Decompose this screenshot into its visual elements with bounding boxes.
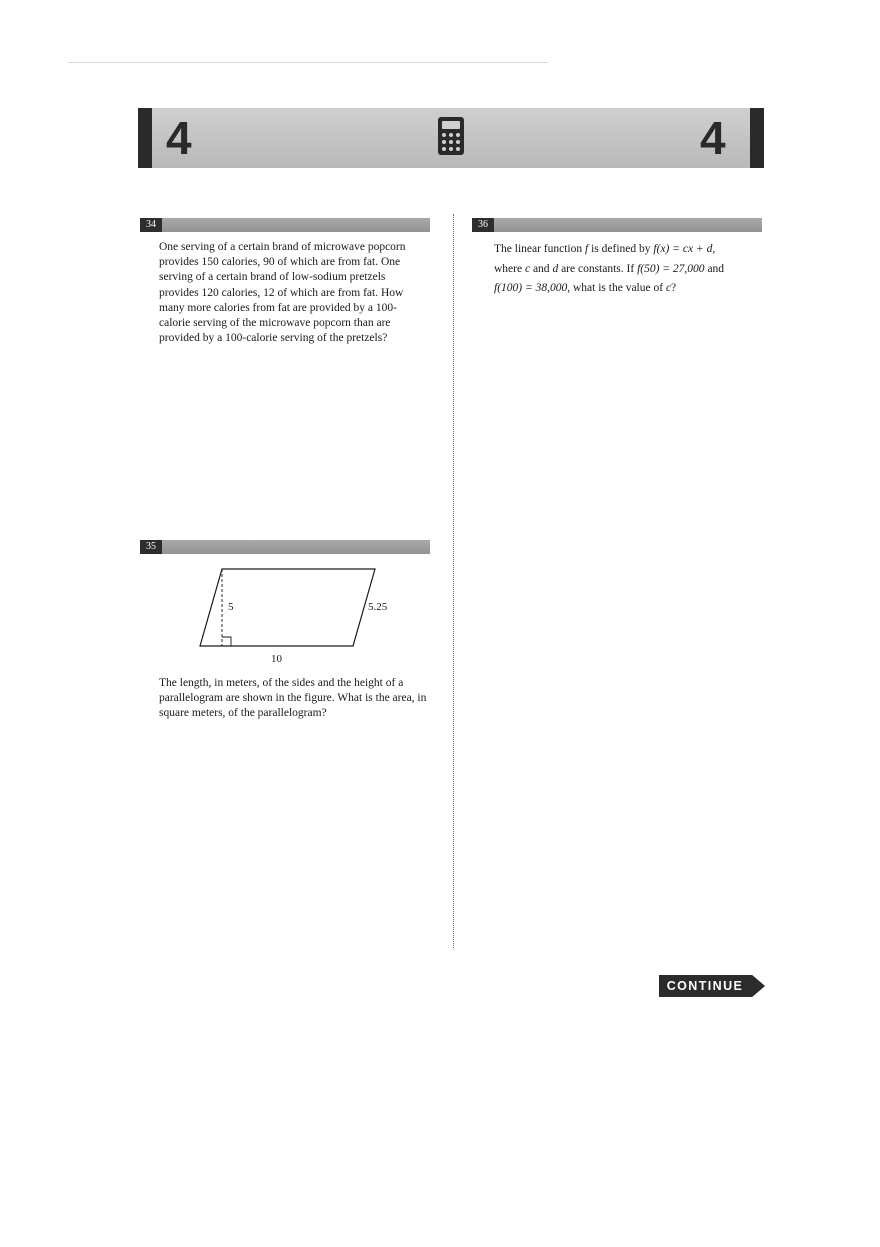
section-number-left: 4 xyxy=(166,112,192,164)
question-35-body: The length, in meters, of the sides and the height of a parallelogram are shown in the figure. What is the area, in square meters, of the parallelogram? xyxy=(159,677,427,720)
question-34-body: One serving of a certain brand of microwave popcorn provides 150 calories, 90 of which are from fat. One serving of a certain brand of low-sodium pretzels provides 120 calories, 12 of which are from fat. How many more calories from fat are provided by a 100-calorie serving of the microwave popcorn than are provided by a 100-calorie serving of the pretzels? xyxy=(159,241,406,345)
parallelogram-figure xyxy=(198,566,408,666)
question-36-text xyxy=(494,240,762,299)
section-number-right: 4 xyxy=(700,112,726,164)
section-header-bar xyxy=(138,108,764,168)
side-label: 5.25 xyxy=(368,601,388,613)
continue-banner xyxy=(659,975,765,997)
parallelogram-shape xyxy=(200,569,375,646)
continue-label: CONTINUE xyxy=(666,979,744,993)
question-34-header-bar xyxy=(140,218,430,232)
calculator-icon xyxy=(438,117,464,155)
header-right-stripe xyxy=(750,108,764,168)
question-36-number: 36 xyxy=(472,218,494,232)
question-36-header-bar xyxy=(472,218,762,232)
question-35-text xyxy=(159,676,431,722)
column-divider xyxy=(453,214,454,948)
right-angle-marker xyxy=(222,637,231,646)
question-36-line-2: where c and d are constants. If f(50) = 27,000 and xyxy=(494,262,725,275)
top-rule xyxy=(68,62,548,63)
question-35-number: 35 xyxy=(140,540,162,554)
height-label: 5 xyxy=(228,601,234,613)
question-35-header-bar xyxy=(140,540,430,554)
base-label: 10 xyxy=(271,653,282,665)
question-36-line-3: f(100) = 38,000, what is the value of c? xyxy=(494,282,677,294)
header-left-stripe xyxy=(138,108,152,168)
question-34-number: 34 xyxy=(140,218,162,232)
question-34-text xyxy=(159,240,425,346)
question-36-line-1: The linear function f is defined by f(x) = cx + d, xyxy=(494,243,716,255)
